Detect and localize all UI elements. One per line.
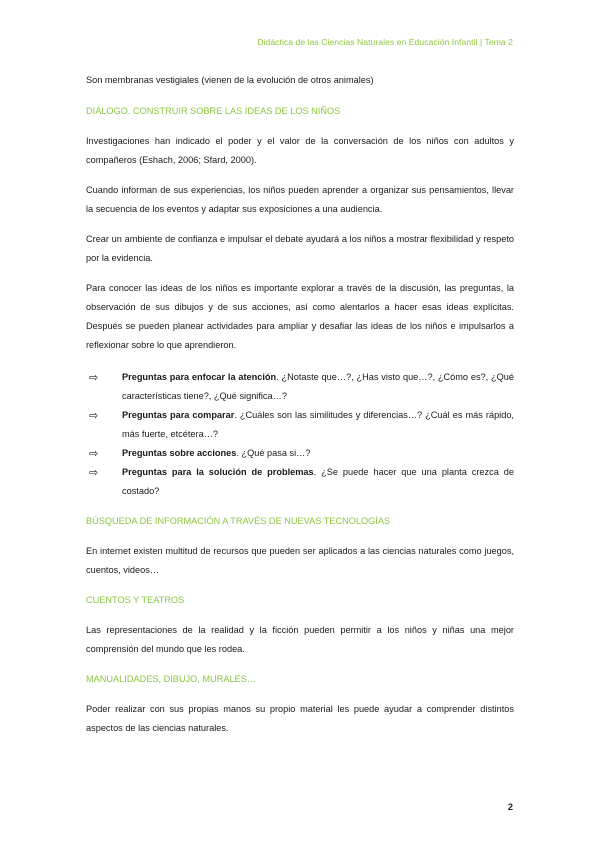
paragraph: Las representaciones de la realidad y la ficción pueden permitir a los niños y niñas una mejor comprensión del mundo que les rodea. xyxy=(86,625,514,654)
paragraph: Cuando informan de sus experiencias, los niños pueden aprender a organizar sus pensamientos, llevar la secuencia de los eventos y adaptar sus exposiciones a una audiencia. xyxy=(86,185,514,214)
list-item-text: . ¿Qué pasa si…? xyxy=(236,448,311,458)
double-arrow-right-icon: ⇨ xyxy=(89,409,99,422)
double-arrow-right-icon: ⇨ xyxy=(89,447,99,460)
list-item-text: . ¿Cuáles son las similitudes y diferencias…? ¿Cuál es más rápido, más fuerte, etcétera…? xyxy=(122,410,514,439)
list-item-text: . ¿Se puede hacer que una planta crezca de costado? xyxy=(122,467,514,496)
list-item xyxy=(86,444,514,463)
page-content xyxy=(86,71,514,738)
double-arrow-right-icon: ⇨ xyxy=(89,371,99,384)
list-item xyxy=(86,368,514,406)
paragraph: Para conocer las ideas de los niños es importante explorar a través de la discusión, las preguntas, la observación de sus dibujos y de sus acciones, así como alentarlos a hacer esas ideas explícitas. Después se pueden planear actividades para ampliar y desafiar las ideas de los niños e impulsarlos a reflexionar sobre lo que aprendieron. xyxy=(86,283,514,350)
intro-line: Son membranas vestigiales (vienen de la evolución de otros animales) xyxy=(86,75,374,85)
paragraph: En internet existen multitud de recursos que pueden ser aplicados a las ciencias naturales como juegos, cuentos, videos… xyxy=(86,546,514,575)
running-header: Didáctica de las Ciencias Naturales en Educación Infantil | Tema 2 xyxy=(257,37,513,47)
list-item-text: . ¿Notaste que…?, ¿Has visto que…?, ¿Cómo es?, ¿Qué características tiene?, ¿Qué significa…? xyxy=(122,372,514,401)
list-item-bold: Preguntas para enfocar la atención xyxy=(122,372,277,382)
double-arrow-right-icon: ⇨ xyxy=(89,466,99,479)
section-heading-dialogo: DIÁLOGO. CONSTRUIR SOBRE LAS IDEAS DE LOS NIÑOS xyxy=(86,106,341,116)
section-heading-cuentos: CUENTOS Y TEATROS xyxy=(86,595,185,605)
list-item-bold: Preguntas para comparar xyxy=(122,410,235,420)
list-item xyxy=(86,406,514,444)
section-heading-manualidades: MANUALIDADES, DIBUJO, MURALES… xyxy=(86,674,257,684)
list-item-bold: Preguntas para la solución de problemas xyxy=(122,467,314,477)
question-list xyxy=(86,368,514,501)
page-number: 2 xyxy=(507,802,513,812)
list-item xyxy=(86,463,514,501)
paragraph: Crear un ambiente de confianza e impulsar el debate ayudará a los niños a mostrar flexibilidad y respeto por la evidencia. xyxy=(86,234,514,263)
paragraph: Poder realizar con sus propias manos su propio material les puede ayudar a comprender distintos aspectos de las ciencias naturales. xyxy=(86,704,514,733)
paragraph: Investigaciones han indicado el poder y el valor de la conversación de los niños con adultos y compañeros (Eshach, 2006; Sfard, 2000). xyxy=(86,136,514,165)
section-heading-busqueda: BÚSQUEDA DE INFORMACIÓN A TRAVÉS DE NUEVAS TECNOLOGÍAS xyxy=(86,516,391,526)
list-item-bold: Preguntas sobre acciones xyxy=(122,448,237,458)
